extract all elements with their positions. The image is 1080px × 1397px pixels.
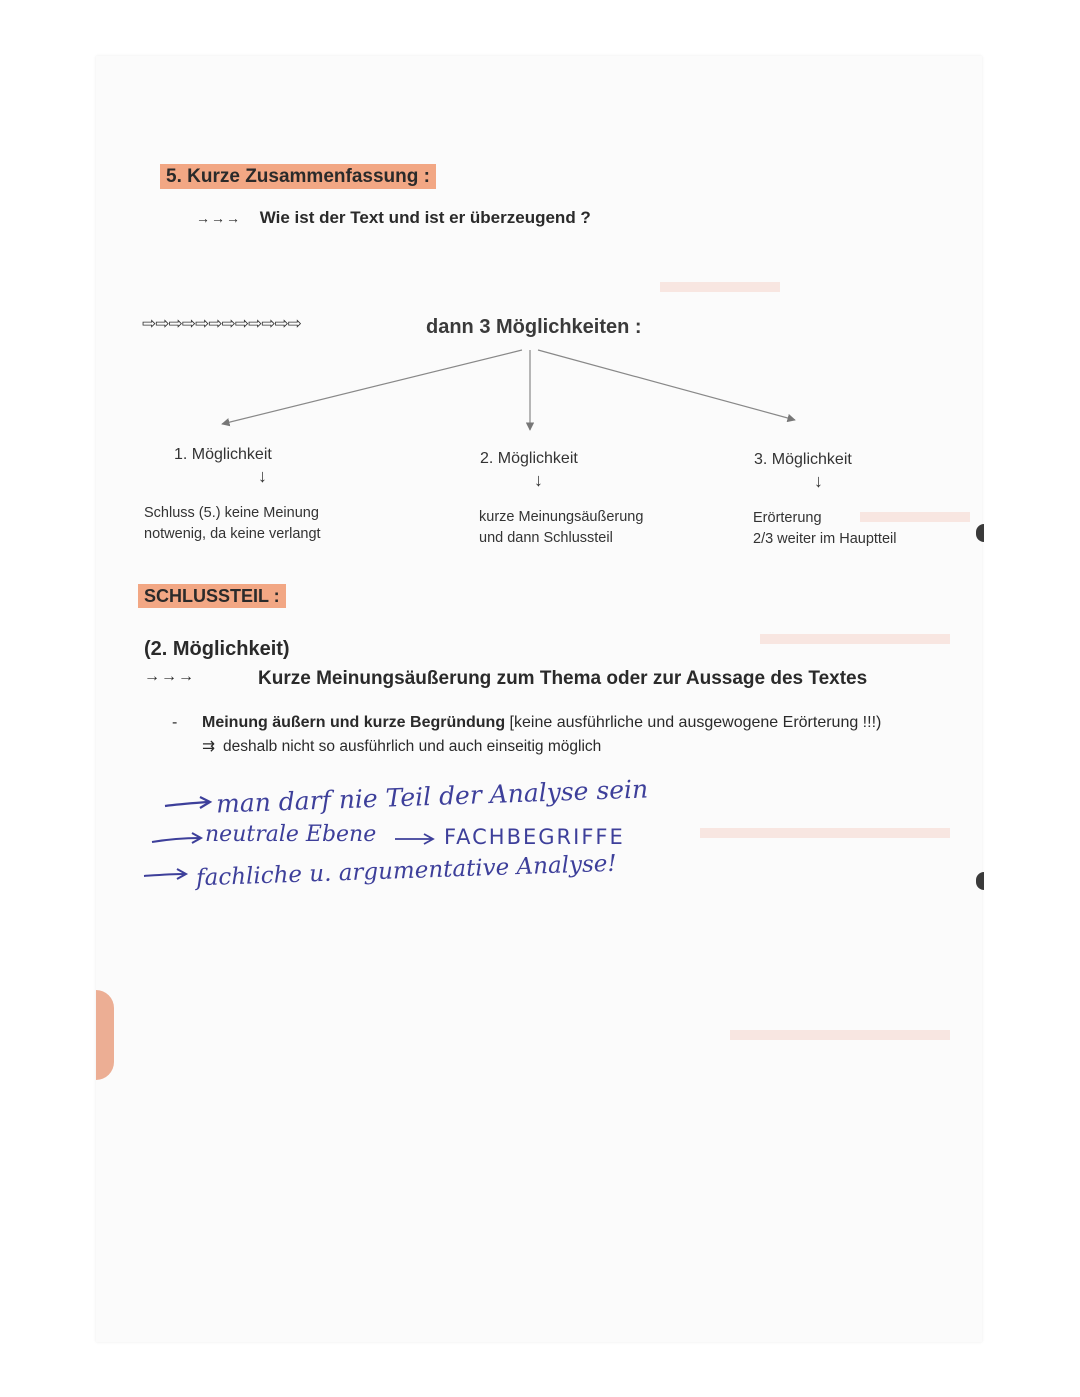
option-3-heading: 3. Möglichkeit (754, 451, 852, 468)
option-1-description (144, 503, 404, 545)
branch-left-arrow (222, 350, 522, 424)
down-arrow-icon: ↓ (814, 471, 823, 491)
hollow-arrow-row-icon: ⇨⇨⇨⇨⇨⇨⇨⇨⇨⇨⇨⇨ (142, 314, 301, 333)
possibilities-title: dann 3 Möglichkeiten : (426, 316, 642, 338)
bullet-item (202, 714, 881, 732)
handwritten-note-line-1: man darf nie Teil der Analyse sein (215, 774, 649, 819)
option-1-desc-line-2: notwenig, da keine verlangt (144, 526, 321, 542)
handwritten-arrow-icon (144, 874, 185, 876)
section-5-heading-text: 5. Kurze Zusammenfassung : (160, 164, 436, 189)
option-1-heading: 1. Möglichkeit (174, 446, 272, 463)
handwritten-note-line-2a: neutrale Ebene (205, 822, 377, 847)
double-arrow-icon: ⇉ (202, 738, 215, 755)
branch-right-arrow (538, 350, 795, 420)
schlussteil-heading (138, 586, 286, 607)
option-3-description (753, 508, 953, 550)
triple-arrow-icon: →→→ (144, 668, 195, 685)
option-2-desc-line-2: und dann Schlussteil (479, 530, 613, 546)
section-5-question: Wie ist der Text und ist er überzeugend ? (259, 208, 591, 227)
option-3-desc-line-1: Erörterung (753, 510, 822, 526)
handwritten-arrow-icon (152, 838, 200, 842)
bullet-sub-item (202, 737, 601, 756)
option-2-heading: 2. Möglichkeit (480, 450, 578, 467)
handwritten-arrow-icon (165, 802, 208, 806)
bullet-item-rest: [keine ausführliche und ausgewogene Erörterung !!!) (505, 714, 882, 731)
bullet-marker: - (172, 714, 178, 731)
schlussteil-main-statement: Kurze Meinungsäußerung zum Thema oder zur Aussage des Textes (258, 668, 868, 689)
schlussteil-heading-text: SCHLUSSTEIL : (138, 584, 286, 608)
option-2-description (479, 507, 719, 549)
bullet-item-bold: Meinung äußern und kurze Begründung (202, 714, 506, 731)
bullet-sub-text: deshalb nicht so ausführlich und auch einseitig möglich (223, 738, 602, 755)
triple-arrow-icon: →→→ (196, 210, 241, 226)
schlussteil-subheading: (2. Möglichkeit) (144, 638, 290, 660)
option-1-desc-line-1: Schluss (5.) keine Meinung (144, 505, 319, 521)
down-arrow-icon: ↓ (534, 470, 543, 490)
handwritten-note-line-3: fachliche u. argumentative Analyse! (195, 850, 618, 892)
option-3-desc-line-2: 2/3 weiter im Hauptteil (753, 531, 897, 547)
option-2-desc-line-1: kurze Meinungsäußerung (479, 509, 644, 525)
handwritten-note-line-2b: FACHBEGRIFFE (444, 825, 625, 849)
down-arrow-icon: ↓ (258, 466, 267, 486)
